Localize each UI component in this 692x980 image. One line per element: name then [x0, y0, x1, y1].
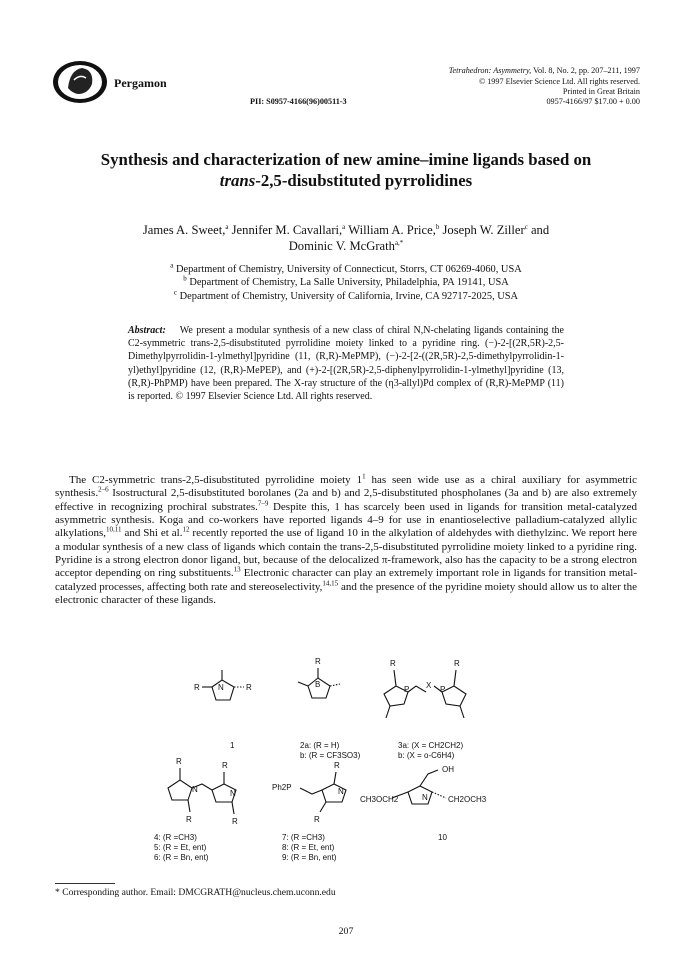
atom-label: Ph2P: [272, 783, 292, 792]
affiliation-mark: a: [170, 261, 174, 270]
atom-label: R: [315, 657, 321, 666]
author-mark: a: [342, 222, 346, 231]
compound-label-9: 9: (R = Bn, ent): [282, 853, 337, 862]
body-text-segment: Despite this, 1 has scarcely been used in ligands for transition metal-catalyzed asymmetric synthesis. Koga and co-workers have reported ligands 4–9 for use in enantioselective palladium-catalyzed allylic alkylations,: [55, 500, 637, 540]
title-rest: -2,5-disubstituted pyrrolidines: [255, 171, 473, 190]
body-text-segment: recently reported the use of ligand 10 in the alkylation of aldehydes with diethylzinc. We report here a modular synthesis of a new class of ligands which contain the trans-2,5-disubstituted pyrrolidine moiety linked to a pyridine ring. Pyridine is a strong electron donor ligand, but, because of the delocalized π-framework, also has the capacity to be a strong electron acceptor depending on ring substituents.: [55, 527, 637, 580]
title-line-1: Synthesis and characterization of new amine–imine ligands based on: [100, 150, 592, 169]
body-text-segment: has seen wide use as a chiral auxiliary for asymmetric synthesis.: [55, 474, 637, 500]
compound-number-1: 1: [230, 741, 235, 750]
atom-label: R: [232, 817, 238, 826]
atom-label: N: [192, 785, 198, 794]
atom-label: R: [390, 659, 396, 668]
author-mark: a,*: [394, 238, 404, 247]
abstract-label: Abstract:: [128, 325, 166, 336]
atom-label: N: [422, 793, 428, 802]
footnote-rule: [55, 883, 115, 884]
author-conjunction: and: [530, 223, 550, 237]
reference-citation: 12: [182, 525, 190, 534]
author: William A. Price,: [348, 223, 436, 237]
atom-label: N: [230, 789, 236, 798]
affiliation-text: Department of Chemistry, University of California, Irvine, CA 92717-2025, USA: [179, 290, 519, 302]
author: Joseph W. Ziller: [442, 223, 525, 237]
atom-label: R: [186, 815, 192, 824]
author-mark: a: [225, 222, 229, 231]
body-text-segment: Isostructural 2,5-disubstituted borolanes (2a and b) and 2,5-disubstituted phospholanes (3a and b) are also extremely effective in recognizing prochiral substrates.: [55, 487, 637, 513]
compound-number-10: 10: [438, 833, 447, 842]
atom-label: R: [454, 659, 460, 668]
author: James A. Sweet,: [142, 223, 226, 237]
copyright-line: © 1997 Elsevier Science Ltd. All rights reserved.: [478, 76, 640, 86]
atom-label: R: [176, 757, 182, 766]
atom-label: OH: [442, 765, 454, 774]
compound-label-5: 5: (R = Et, ent): [154, 843, 207, 852]
affiliation-text: Department of Chemistry, University of Connecticut, Storrs, CT 06269-4060, USA: [175, 264, 522, 275]
atom-label: CH2OCH3: [448, 795, 487, 804]
body-paragraph: [55, 474, 637, 607]
pergamon-logo: [50, 58, 110, 106]
compound-label-3a: 3a: (X = CH2CH2): [398, 741, 464, 750]
reference-citation: 7–9: [257, 499, 269, 508]
page-number: 207: [338, 926, 354, 937]
compound-label-7: 7: (R =CH3): [282, 833, 325, 842]
body-text-segment: and the presence of the pyridine moiety should allow us to alter the electronic character of these ligands.: [55, 580, 637, 607]
issn-price: 0957-4166/97 $17.00 + 0.00: [546, 97, 640, 106]
atom-label: B: [315, 680, 321, 689]
affiliation-b: [60, 276, 632, 289]
footnote: * Corresponding author. Email: DMCGRATH@nucleus.chem.uconn.edu: [55, 887, 336, 898]
reference-citation: 2–6: [98, 485, 109, 494]
atom-label: R: [246, 683, 252, 692]
title-italic: trans: [219, 171, 256, 190]
atom-label: CH3OCH2: [360, 795, 399, 804]
journal-volume: Vol. 8, No. 2, pp. 207–211, 1997: [531, 66, 640, 75]
author: Jennifer M. Cavallari,: [231, 223, 343, 237]
article-title: [40, 149, 652, 191]
abstract-text: We present a modular synthesis of a new class of chiral N,N-chelating ligands containing the C2-symmetric trans-2,5-disubstituted pyrrolidine moiety linked to a pyridine ring. (−)-2-[(2R,5R)-2,5-Dimethylpyrrolidin-1-ylmethyl]pyridine (11, (R,R)-MePMP), (−)-2-[2-((2R,5R)-2,5-dimethylpyrrolidin-1-yl)ethyl]pyridine (12, (R,R)-MePEP), and (+)-2-[(2R,5R)-2,5-diphenylpyrrolidin-1-ylmethyl]pyridine (13, (R,R)-PhPMP) have been prepared. The X-ray structure of the (η3-allyl)Pd complex of (R,R)-MePMP (11) is reported. © 1997 Elsevier Science Ltd. All rights reserved.: [128, 325, 564, 403]
author-mark: b: [435, 222, 440, 231]
chemical-structures-figure: [150, 640, 550, 875]
corresponding-author: Dominic V. McGrath: [288, 239, 395, 253]
journal-citation-block: [449, 66, 640, 98]
reference-citation: 1: [362, 472, 366, 481]
atom-label: P: [404, 685, 410, 694]
reference-citation: 14,15: [322, 579, 339, 588]
abstract: [128, 324, 564, 403]
atom-label: N: [338, 787, 344, 796]
compound-label-3b: b: (X = o-C6H4): [398, 751, 455, 760]
author-list: [60, 222, 632, 254]
body-text-segment: The C2-symmetric trans-2,5-disubstituted pyrrolidine moiety 1: [69, 474, 363, 486]
body-text-segment: Electronic character can play an extremely important role in ligands for transition metal-catalyzed processes, affecting both rate and stereoselectivity,: [55, 567, 637, 593]
journal-name: Tetrahedron: Asymmetry,: [448, 66, 532, 75]
atom-label: N: [218, 683, 224, 692]
affiliation-c: [60, 290, 632, 303]
printed-line: Printed in Great Britain: [562, 87, 640, 96]
atom-label: R: [222, 761, 228, 770]
compound-label-4: 4: (R =CH3): [154, 833, 197, 842]
affiliation-text: Department of Chemistry, La Salle University, Philadelphia, PA 19141, USA: [189, 277, 509, 289]
body-text-segment: and Shi et al.: [121, 527, 183, 540]
author-mark: c: [524, 222, 528, 231]
publisher-name: Pergamon: [114, 76, 167, 90]
journal-citation: [449, 66, 640, 77]
atom-label: X: [426, 681, 432, 690]
reference-citation: 13: [233, 565, 241, 574]
atom-label: R: [194, 683, 200, 692]
affiliations: [60, 263, 632, 303]
compound-label-2a: 2a: (R = H): [300, 741, 340, 750]
compound-label-8: 8: (R = Et, ent): [282, 843, 335, 852]
compound-label-2b: b: (R = CF3SO3): [300, 751, 361, 760]
affiliation-mark: c: [173, 288, 178, 297]
atom-label: R: [314, 815, 320, 824]
atom-label: P: [440, 685, 446, 694]
atom-label: R: [334, 761, 340, 770]
reference-citation: 10,11: [106, 525, 122, 534]
affiliation-mark: b: [183, 274, 187, 283]
pii-code: PII: S0957-4166(96)00511-3: [250, 97, 347, 106]
title-line-2: [40, 170, 652, 191]
compound-label-6: 6: (R = Bn, ent): [154, 853, 209, 862]
affiliation-a: [60, 263, 632, 276]
